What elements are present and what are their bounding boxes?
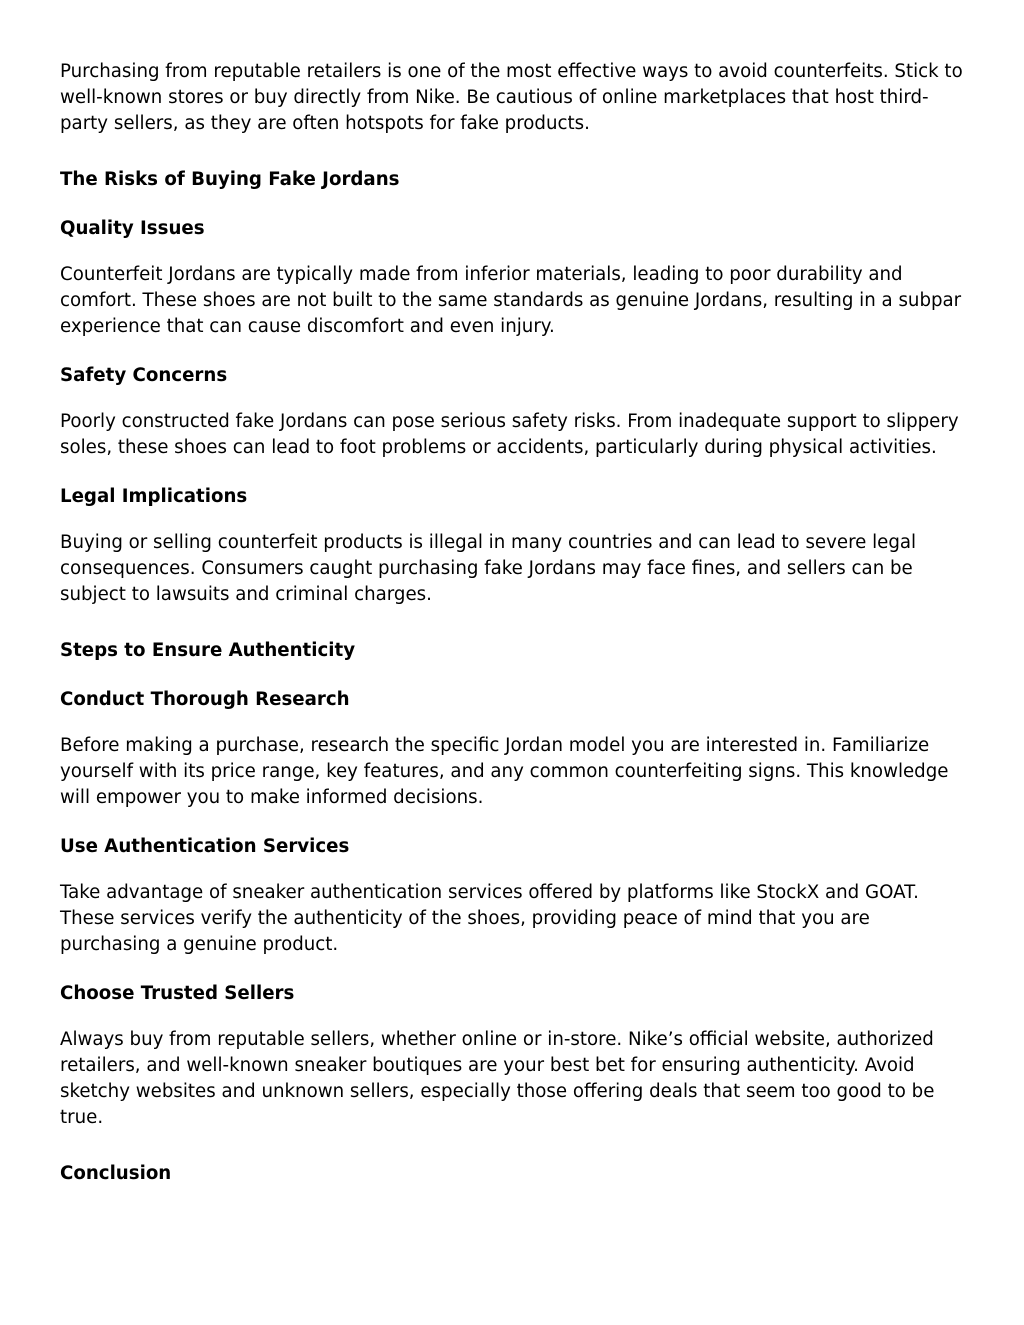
conduct-research-paragraph: Before making a purchase, research the specific Jordan model you are interested in. Familiarize yourself with its price range, key features, and any common counterfeiting signs. This knowledge will empower you to make informed decisions. [60,735,949,808]
subheading-quality-issues: Quality Issues [60,218,205,239]
subheading-safety-concerns: Safety Concerns [60,365,228,386]
authentication-services-paragraph: Take advantage of sneaker authentication services offered by platforms like StockX and GOAT. These services verify the authenticity of the shoes, providing peace of mind that you are purchasing a genuine product. [60,882,919,955]
safety-concerns-paragraph: Poorly constructed fake Jordans can pose serious safety risks. From inadequate support to slippery soles, these shoes can lead to foot problems or accidents, particularly during physical activities. [60,411,959,458]
subheading-authentication-services: Use Authentication Services [60,836,350,857]
subheading-conduct-research: Conduct Thorough Research [60,689,350,710]
quality-issues-paragraph: Counterfeit Jordans are typically made from inferior materials, leading to poor durability and comfort. These shoes are not built to the same standards as genuine Jordans, resulting in a subpar experience that can cause discomfort and even injury. [60,264,962,337]
subheading-legal-implications: Legal Implications [60,486,248,507]
legal-implications-paragraph: Buying or selling counterfeit products is illegal in many countries and can lead to severe legal consequences. Consumers caught purchasing fake Jordans may face fines, and sellers can be subject to lawsuits and criminal charges. [60,532,917,605]
section-heading-risks: The Risks of Buying Fake Jordans [60,169,400,190]
subheading-trusted-sellers: Choose Trusted Sellers [60,983,295,1004]
section-heading-conclusion: Conclusion [60,1163,172,1184]
section-heading-steps: Steps to Ensure Authenticity [60,640,356,661]
intro-paragraph: Purchasing from reputable retailers is one of the most effective ways to avoid counterfeits. Stick to well-known stores or buy directly from Nike. Be cautious of online marketplaces that host third-party sellers, as they are often hotspots for fake products. [60,61,963,134]
trusted-sellers-paragraph: Always buy from reputable sellers, whether online or in-store. Nike’s official website, authorized retailers, and well-known sneaker boutiques are your best bet for ensuring authenticity. Avoid sketchy websites and unknown sellers, especially those offering deals that seem too good to be true. [60,1029,935,1128]
